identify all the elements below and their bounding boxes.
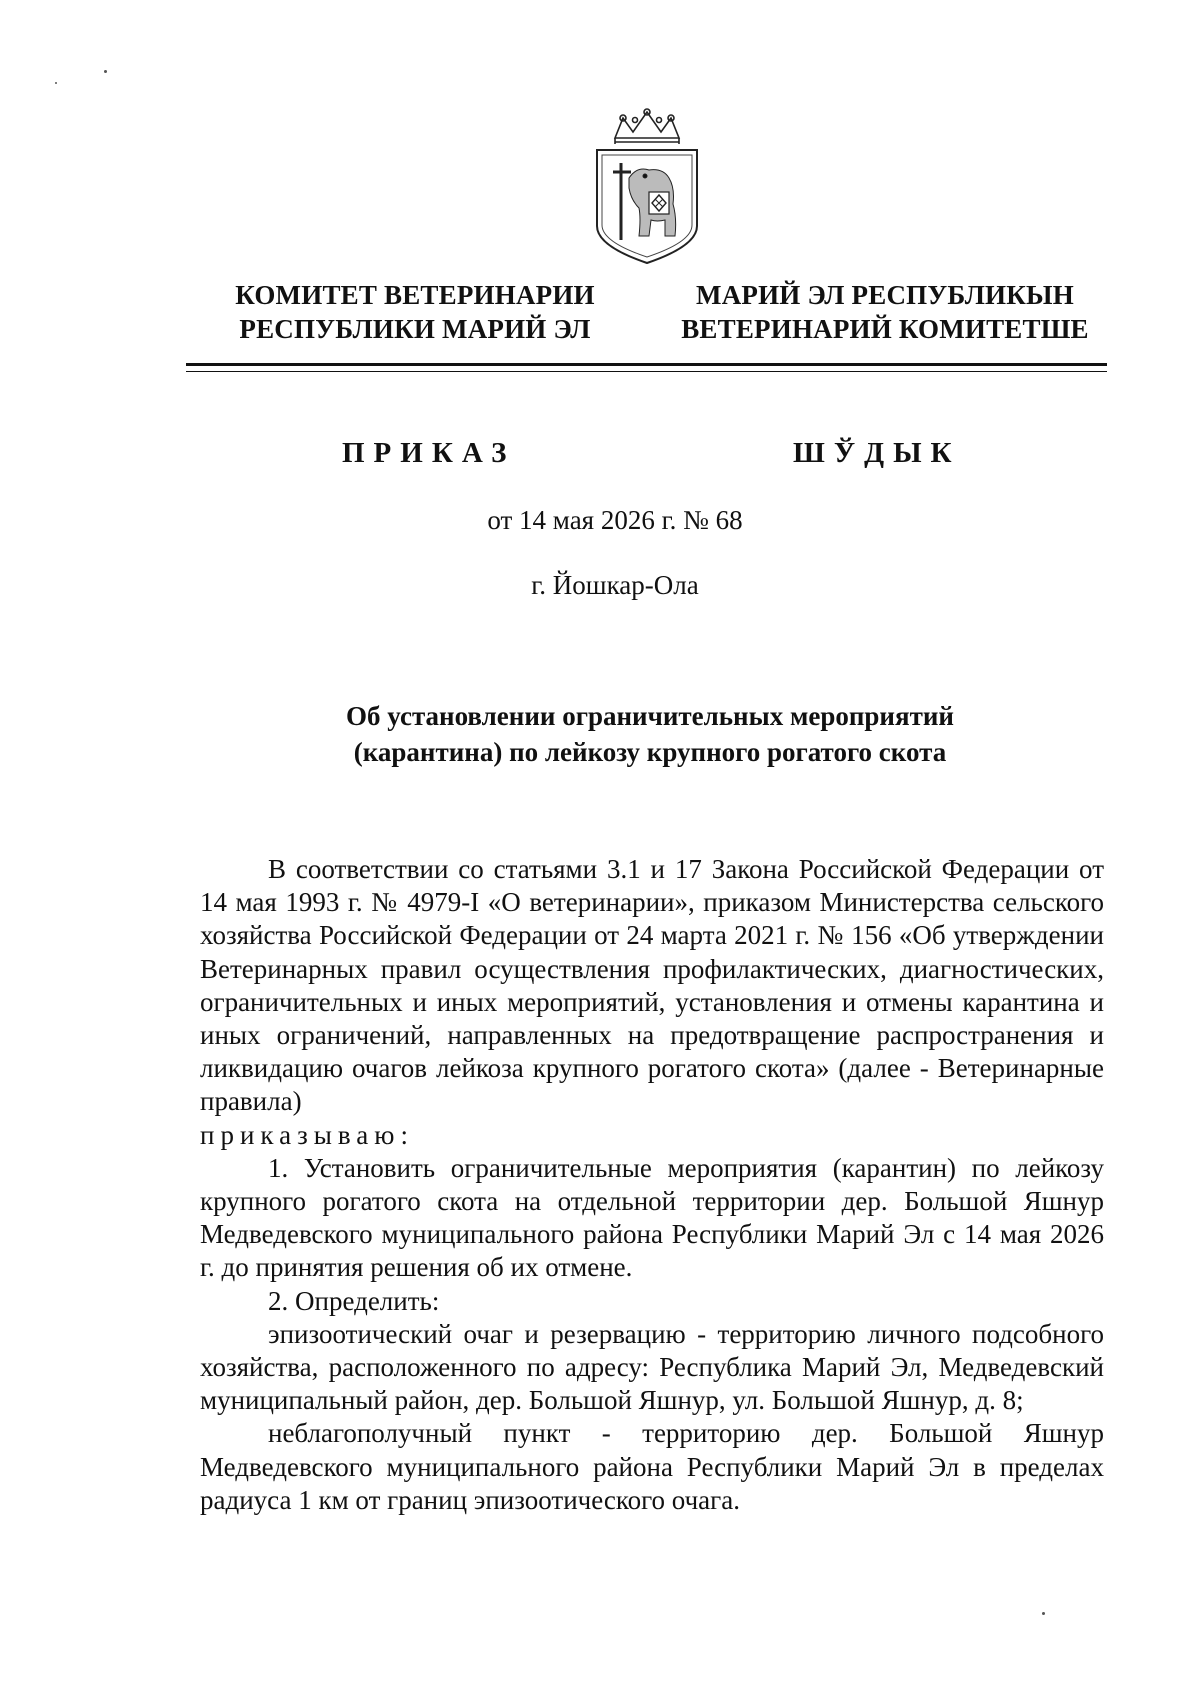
title-line2: (карантина) по лейкозу крупного рогатого скота	[353, 737, 947, 767]
document-title	[200, 698, 1100, 770]
paragraph-preamble: В соответствии со статьями 3.1 и 17 Закона Российской Федерации от 14 мая 1993 г. № 4979-I «О ветеринарии», приказом Министерства сельского хозяйства Российской Федерации от 24 марта 2021 г. № 156 «Об утверждении Ветеринарных правил осуществления профилактических, диагностических, ограничительных и иных мероприятий, установления и отмены карантина и иных ограничений, направленных на предотвращение распространения и ликвидацию очагов лейкоза крупного рогатого скота» (далее - Ветеринарные правила)	[200, 854, 1104, 1117]
doc-type-mari: ШЎДЫК	[793, 437, 961, 469]
organization-name-ru	[205, 278, 625, 346]
title-line1: Об установлении ограничительных мероприятий	[346, 701, 954, 731]
paragraph-unfavorable-point: неблагополучный пункт - территорию дер. Большой Яшнур Медведевского муниципального района Республики Марий Эл в пределах радиуса 1 км от границ эпизоотического очага.	[200, 1418, 1104, 1515]
scan-speck	[1042, 1612, 1045, 1615]
order-word: приказываю:	[200, 1119, 414, 1150]
scan-speck	[104, 70, 107, 73]
org-mari-line2: ВЕТЕРИНАРИЙ КОМИТЕТШЕ	[681, 314, 1089, 344]
coat-of-arms-mari-el-icon	[585, 108, 710, 268]
header-rule-thin	[186, 371, 1107, 372]
paragraph-item-2: 2. Определить:	[268, 1285, 440, 1316]
org-mari-line1: МАРИЙ ЭЛ РЕСПУБЛИКЫН	[696, 280, 1074, 310]
scan-speck	[55, 82, 57, 84]
paragraph-item-1: 1. Установить ограничительные мероприятия (карантин) по лейкозу крупного рогатого скота на отдельной территории дер. Большой Яшнур Медведевского муниципального района Республики Марий Эл с 14 мая 2026 г. до принятия решения об их отмене.	[200, 1152, 1104, 1283]
city: г. Йошкар-Ола	[531, 570, 699, 600]
organization-name-mari	[650, 278, 1120, 346]
date-and-number: от 14 мая 2026 г. № 68	[487, 505, 743, 535]
org-ru-line2: РЕСПУБЛИКИ МАРИЙ ЭЛ	[239, 314, 591, 344]
doc-type-ru: ПРИКАЗ	[342, 437, 516, 469]
org-ru-line1: КОМИТЕТ ВЕТЕРИНАРИИ	[235, 280, 595, 310]
header-rule-thick	[186, 363, 1107, 366]
paragraph-epizootic-focus: эпизоотический очаг и резервацию - территорию личного подсобного хозяйства, расположенного по адресу: Республика Марий Эл, Медведевский муниципальный район, дер. Большой Яшнур, ул. Большой Яшнур, д. 8;	[200, 1318, 1104, 1416]
document-body	[200, 853, 1104, 1517]
